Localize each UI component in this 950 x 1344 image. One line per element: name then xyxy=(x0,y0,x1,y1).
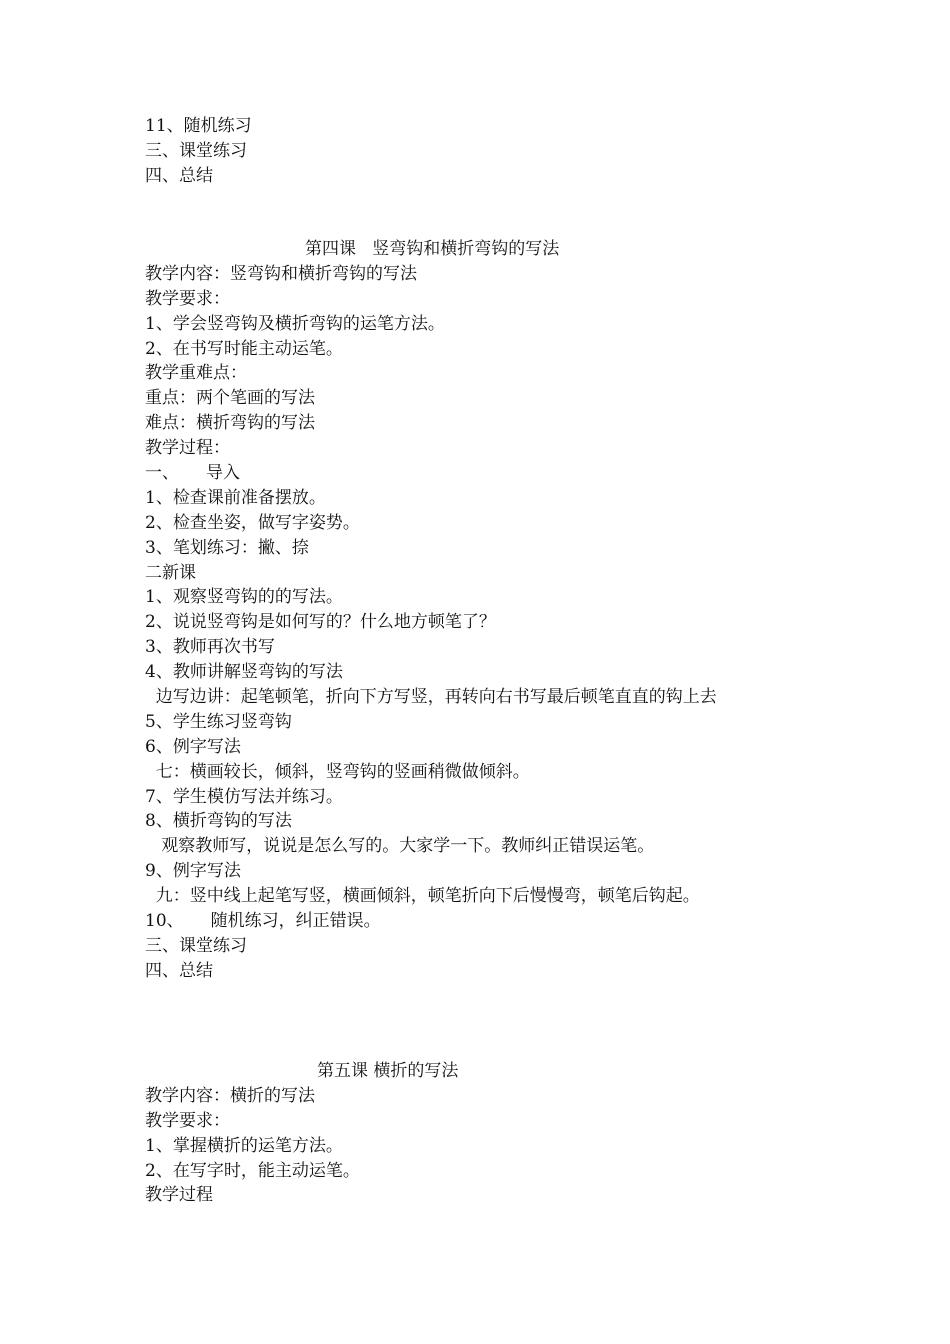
text-line: 四、总结 xyxy=(145,165,213,186)
text-line: 教学内容：竖弯钩和横折弯钩的写法 xyxy=(145,263,417,284)
text-line: 3、笔划练习：撇、捺 xyxy=(145,537,309,558)
text-line: 三、课堂练习 xyxy=(145,935,247,956)
text-line: 重点：两个笔画的写法 xyxy=(145,388,315,409)
text-line: 1、掌握横折的运笔方法。 xyxy=(145,1135,343,1156)
text-line: 5、学生练习竖弯钩 xyxy=(145,711,292,732)
text-line: 教学重难点： xyxy=(145,363,247,384)
text-line: 10、 随机练习，纠正错误。 xyxy=(145,911,381,932)
lesson-4-title: 第四课 竖弯钩和横折弯钩的写法 xyxy=(305,239,560,259)
text-line: 观察教师写，说说是怎么写的。大家学一下。教师纠正错误运笔。 xyxy=(145,836,655,857)
text-line: 4、教师讲解竖弯钩的写法 xyxy=(145,662,343,683)
text-line: 1、学会竖弯钩及横折弯钩的运笔方法。 xyxy=(145,313,445,334)
text-line: 边写边讲：起笔顿笔，折向下方写竖，再转向右书写最后顿笔直直的钩上去 xyxy=(145,687,717,708)
lesson-5-title: 第五课 横折的写法 xyxy=(317,1061,459,1081)
text-line: 教学要求： xyxy=(145,288,230,309)
text-line: 教学内容：横折的写法 xyxy=(145,1085,315,1106)
text-line: 11、随机练习 xyxy=(145,116,252,136)
text-line: 7、学生模仿写法并练习。 xyxy=(145,786,343,807)
text-line: 2、说说竖弯钩是如何写的？什么地方顿笔了？ xyxy=(145,612,496,633)
text-line: 教学要求： xyxy=(145,1110,230,1131)
text-line: 四、总结 xyxy=(145,960,213,981)
text-line: 一、 导入 xyxy=(145,463,241,484)
text-line: 3、教师再次书写 xyxy=(145,637,275,658)
text-line: 1、观察竖弯钩的的写法。 xyxy=(145,587,343,608)
text-line: 三、课堂练习 xyxy=(145,140,247,161)
lesson-4-section xyxy=(145,237,845,984)
text-line: 6、例字写法 xyxy=(145,736,241,757)
lesson-5-section xyxy=(145,1059,845,1208)
text-line: 9、例字写法 xyxy=(145,861,241,882)
text-line: 九：竖中线上起笔写竖，横画倾斜，顿笔折向下后慢慢弯，顿笔后钩起。 xyxy=(145,886,700,907)
text-line: 教学过程 xyxy=(145,1185,213,1206)
text-line: 难点：横折弯钩的写法 xyxy=(145,413,315,434)
text-line: 2、在书写时能主动运笔。 xyxy=(145,338,343,359)
text-line: 8、横折弯钩的写法 xyxy=(145,811,292,832)
text-line: 教学过程： xyxy=(145,438,230,459)
text-line: 1、检查课前准备摆放。 xyxy=(145,487,326,508)
text-line: 2、在写字时，能主动运笔。 xyxy=(145,1160,360,1181)
previous-lesson-tail xyxy=(145,114,845,189)
text-line: 二新课 xyxy=(145,562,196,583)
text-line: 七：横画较长，倾斜，竖弯钩的竖画稍微做倾斜。 xyxy=(145,761,530,782)
text-line: 2、检查坐姿，做写字姿势。 xyxy=(145,512,360,533)
